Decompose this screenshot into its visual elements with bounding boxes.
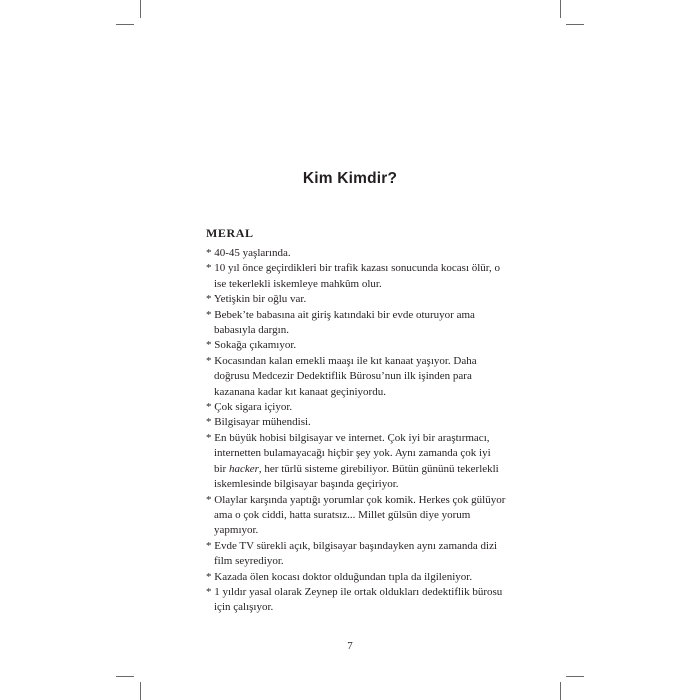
- fact-line: * 10 yıl önce geçirdikleri bir trafik kazası sonucunda kocası ölür, o: [206, 262, 501, 275]
- fact-line: kazanana kadar kıt kanaat geçiniyordu.: [214, 385, 386, 398]
- fact-line: iskemlesinde bilgisayar başında geçiriyor.: [214, 478, 399, 491]
- fact-item: [206, 431, 526, 493]
- fact-item: [206, 338, 526, 353]
- fact-item: [206, 308, 526, 339]
- fact-item: [206, 539, 526, 570]
- fact-line: yapmıyor.: [214, 524, 259, 537]
- fact-line: babasıyla dargın.: [214, 324, 289, 337]
- fact-item: [206, 570, 526, 585]
- fact-item: [206, 246, 526, 261]
- fact-line: * 40-45 yaşlarında.: [206, 247, 291, 259]
- fact-line: için çalışıyor.: [214, 601, 274, 614]
- crop-mark-left-bottom: [116, 676, 134, 677]
- fact-line: * Evde TV sürekli açık, bilgisayar başındayken aynı zamanda dizi: [206, 539, 498, 552]
- fact-line: * Bebek’te babasına ait giriş katındaki bir evde oturuyor ama: [206, 308, 475, 321]
- crop-mark-bottom-left: [140, 682, 141, 700]
- fact-item: [206, 292, 526, 307]
- fact-line: internetten bulamayacağı hiçbir şey yok. Aynı zamanda çok iyi: [214, 447, 491, 460]
- fact-item: [206, 493, 526, 539]
- fact-line: * Yetişkin bir oğlu var.: [206, 293, 307, 306]
- fact-line: * Olaylar karşında yaptığı yorumlar çok komik. Herkes çok gülüyor: [206, 493, 506, 506]
- character-facts-list: [206, 246, 526, 616]
- crop-mark-right-bottom: [566, 676, 584, 677]
- fact-item: [206, 415, 526, 430]
- crop-mark-bottom-right: [560, 682, 561, 700]
- fact-line: * Çok sigara içiyor.: [206, 401, 293, 414]
- crop-mark-right-top: [566, 24, 584, 25]
- character-name: MERAL: [206, 226, 254, 240]
- crop-mark-left-top: [116, 24, 134, 25]
- fact-line: * Kazada ölen kocası doktor olduğundan tıpla da ilgileniyor.: [206, 570, 473, 583]
- fact-line: * En büyük hobisi bilgisayar ve internet. Çok iyi bir araştırmacı,: [206, 431, 490, 444]
- fact-line: ise tekerlekli iskemleye mahkûm olur.: [214, 277, 382, 290]
- crop-mark-top-right: [560, 0, 561, 18]
- fact-line: ama o çok ciddi, hatta suratsız... Millet gülsün diye yorum: [214, 508, 471, 521]
- fact-line: film seyrediyor.: [214, 555, 284, 568]
- crop-mark-top-left: [140, 0, 141, 18]
- fact-line: doğrusu Medcezir Dedektiflik Bürosu’nun ilk işinden para: [214, 370, 472, 383]
- chapter-title: Kim Kimdir?: [302, 170, 398, 188]
- fact-line: bir hacker, her türlü sisteme girebiliyor. Bütün gününü tekerlekli: [214, 462, 499, 475]
- fact-item: [206, 354, 526, 400]
- emphasized-term: hacker: [228, 462, 259, 475]
- fact-item: [206, 261, 526, 292]
- fact-line: * 1 yıldır yasal olarak Zeynep ile ortak oldukları dedektiflik bürosu: [206, 585, 503, 598]
- fact-line: * Kocasından kalan emekli maaşı ile kıt kanaat yaşıyor. Daha: [206, 354, 477, 367]
- fact-line: * Sokağa çıkamıyor.: [206, 339, 297, 352]
- page-number: 7: [347, 640, 353, 652]
- fact-item: [206, 400, 526, 415]
- fact-line: * Bilgisayar mühendisi.: [206, 416, 311, 429]
- fact-item: [206, 585, 526, 616]
